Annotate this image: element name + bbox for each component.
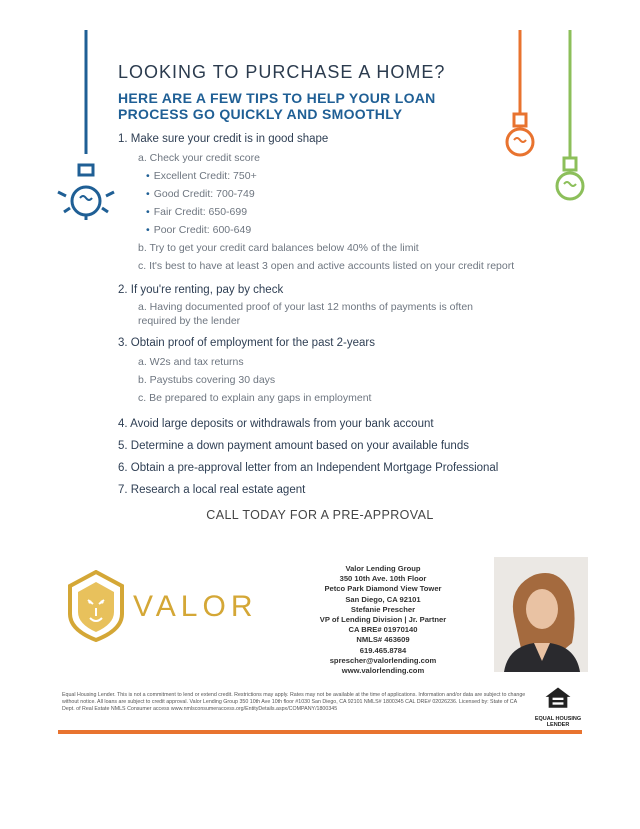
nmls-number: NMLS# 463609 xyxy=(356,635,410,645)
tip-item xyxy=(118,334,538,407)
tip-subitem: c. Be prepared to explain any gaps in employment xyxy=(138,392,372,404)
tip-heading: 7. Research a local real estate agent xyxy=(118,484,306,496)
credit-score-item: • Fair Credit: 650-699 xyxy=(146,206,248,218)
tip-item xyxy=(118,130,538,275)
tip-item xyxy=(118,457,538,479)
legal-disclaimer: Equal Housing Lender. This is not a commitment to lend or extend credit. Restrictions may apply. Rates may not be available at the time of applications. Information and/or data are subject to change without notice. All loans are subject to credit approval. Valor Lending Group 350 10th Ave 10th floor #1030 San Diego, CA 92101 NMLS# 1800345 CAL DRE# 02026236. Licensed by: State of CA Dept. of Real Estate NMLS Consumer access www.nmlsconsumeraccess.org/EntityDetails.aspx/COMPANY/1800345 xyxy=(62,692,526,712)
city-line: San Diego, CA 92101 xyxy=(345,594,421,604)
page-subtitle: HERE ARE A FEW TIPS TO HELP YOUR LOAN PROCESS GO QUICKLY AND SMOOTHLY xyxy=(118,90,436,122)
bullet-dot-icon: • xyxy=(146,224,150,236)
tip-subitem: a. Check your credit score xyxy=(138,152,260,164)
page-title: LOOKING TO PURCHASE A HOME? xyxy=(118,62,446,82)
contact-info xyxy=(312,564,454,676)
website-link[interactable]: www.valorlending.com xyxy=(341,666,425,676)
logo-wordmark: VALOR xyxy=(133,590,258,623)
contact-title: VP of Lending Division | Jr. Partner xyxy=(319,615,447,625)
credit-score-item: • Excellent Credit: 750+ xyxy=(146,170,257,182)
address-line: Petco Park Diamond View Tower xyxy=(324,584,442,594)
lion-shield-logo-icon xyxy=(66,570,126,642)
tip-subitem: b. Paystubs covering 30 days xyxy=(138,374,276,386)
bullet-dot-icon: • xyxy=(146,170,150,182)
agent-photo xyxy=(494,557,588,672)
tip-subitem: a. W2s and tax returns xyxy=(138,356,244,368)
footer-divider xyxy=(58,730,582,734)
tip-item xyxy=(118,435,538,457)
credit-score-item: • Good Credit: 700-749 xyxy=(146,188,255,200)
tip-item xyxy=(118,479,538,501)
bullet-dot-icon: • xyxy=(146,188,150,200)
address-line: 350 10th Ave. 10th Floor xyxy=(339,574,427,584)
credit-score-item: • Poor Credit: 600-649 xyxy=(146,224,252,236)
bre-number: CA BRE# 01970140 xyxy=(348,625,418,635)
person-silhouette-icon xyxy=(494,557,588,672)
tip-heading: 2. If you're renting, pay by check xyxy=(118,284,284,296)
tip-subitem: b. Try to get your credit card balances below 40% of the limit xyxy=(138,242,419,254)
contact-name: Stefanie Prescher xyxy=(350,604,416,614)
phone-number: 619.465.8784 xyxy=(359,645,407,655)
tip-heading: 3. Obtain proof of employment for the past 2-years xyxy=(118,337,375,349)
tip-subitem: a. Having documented proof of your last 12 months of payments is often required by the lender xyxy=(138,301,474,327)
tip-heading: 4. Avoid large deposits or withdrawals from your bank account xyxy=(118,418,434,430)
email-link[interactable]: sprescher@valorlending.com xyxy=(329,655,437,665)
equal-housing-house-icon xyxy=(542,686,574,714)
tip-heading: 1. Make sure your credit is in good shape xyxy=(118,133,329,145)
call-to-action: CALL TODAY FOR A PRE-APPROVAL xyxy=(206,508,434,522)
bullet-dot-icon: • xyxy=(146,206,150,218)
tips-list xyxy=(118,130,538,501)
equal-housing-label: EQUAL HOUSING LENDER xyxy=(534,716,582,728)
tip-heading: 5. Determine a down payment amount based on your available funds xyxy=(118,440,469,452)
company-name: Valor Lending Group xyxy=(345,564,421,573)
tip-heading: 6. Obtain a pre-approval letter from an Independent Mortgage Professional xyxy=(118,462,499,474)
tip-subitem: c. It's best to have at least 3 open and active accounts listed on your credit report xyxy=(138,260,515,272)
green-bulb-icon xyxy=(548,30,592,210)
tip-item xyxy=(118,281,538,328)
tip-item xyxy=(118,413,538,435)
